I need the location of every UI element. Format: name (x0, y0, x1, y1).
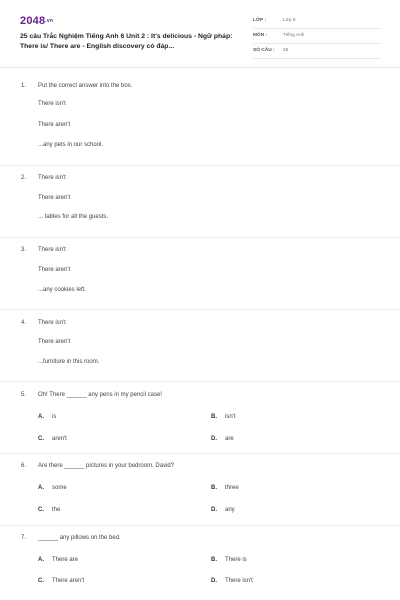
option-letter: A. (38, 557, 44, 563)
question-number: 4. (21, 320, 27, 326)
meta-count-key: SỐ CÂU : (253, 48, 275, 53)
option-text: There is (225, 557, 247, 563)
question-number: 3. (21, 247, 27, 253)
question-2 (0, 166, 400, 238)
meta-subject-key: MÔN : (253, 33, 268, 38)
option-letter: D. (211, 507, 217, 513)
option-text: isn't (225, 414, 236, 420)
option-b[interactable] (211, 557, 247, 563)
answer-choice[interactable]: There aren't (38, 339, 71, 345)
question-stem: Are there ______ pictures in your bedroom, David? (38, 463, 175, 469)
option-letter: A. (38, 485, 44, 491)
question-1 (0, 68, 400, 166)
question-3 (0, 238, 400, 310)
option-a[interactable] (38, 414, 56, 420)
answer-choice[interactable]: There aren't (38, 122, 71, 128)
question-sentence: ...any cookies left. (38, 287, 87, 293)
question-instruction: Put the correct answer into the box. (38, 83, 133, 89)
option-text: the (52, 507, 61, 513)
option-letter: C. (38, 578, 44, 584)
option-c[interactable] (38, 436, 67, 442)
option-a[interactable] (38, 557, 78, 563)
option-b[interactable] (211, 414, 235, 420)
answer-choice[interactable]: There isn't (38, 101, 66, 107)
question-number: 7. (21, 535, 27, 541)
meta-grade (253, 15, 381, 29)
logo-text: 2048 (20, 15, 46, 27)
answer-choice[interactable]: There aren't (38, 267, 71, 273)
option-b[interactable] (211, 485, 239, 491)
option-letter: A. (38, 414, 44, 420)
meta-count (253, 45, 381, 59)
option-text: There aren't (52, 578, 85, 584)
question-number: 5. (21, 392, 27, 398)
option-d[interactable] (211, 507, 235, 513)
question-5 (0, 382, 400, 454)
question-4 (0, 310, 400, 382)
question-number: 2. (21, 175, 27, 181)
answer-choice[interactable]: There isn't (38, 175, 66, 181)
option-letter: D. (211, 578, 217, 584)
option-letter: B. (211, 485, 217, 491)
page-header (0, 0, 400, 68)
answer-choice[interactable]: There isn't (38, 320, 66, 326)
option-text: any (225, 507, 235, 513)
question-sentence: ... tables for all the guests. (38, 214, 109, 220)
option-text: aren't (52, 436, 67, 442)
option-letter: B. (211, 557, 217, 563)
question-sentence: ...any pets in our school. (38, 142, 104, 148)
option-c[interactable] (38, 578, 84, 584)
question-stem: ______ any pillows on the bed. (38, 535, 121, 541)
option-text: is (52, 414, 57, 420)
option-c[interactable] (38, 507, 60, 513)
meta-subject-value: Tiếng Anh (283, 33, 305, 38)
answer-choice[interactable]: There isn't (38, 247, 66, 253)
question-6 (0, 454, 400, 526)
meta-grade-value: Lớp 6 (283, 18, 296, 23)
site-logo[interactable] (20, 15, 53, 27)
question-number: 1. (21, 83, 27, 89)
meta-grade-key: LỚP : (253, 18, 267, 23)
meta-subject (253, 30, 381, 44)
option-text: There isn't (225, 578, 253, 584)
option-text: some (52, 485, 67, 491)
option-letter: D. (211, 436, 217, 442)
answer-choice[interactable]: There aren't (38, 195, 71, 201)
document-title: 25 câu Trắc Nghiệm Tiếng Anh 6 Unit 2 : It's delicious - Ngữ pháp: There is/ There are - English discovery có đáp... (20, 33, 233, 50)
option-text: three (225, 485, 239, 491)
option-d[interactable] (211, 578, 253, 584)
question-stem: Oh! There ______ any pens in my pencil case! (38, 392, 162, 398)
question-sentence: ...furniture in this room. (38, 359, 100, 365)
option-a[interactable] (38, 485, 67, 491)
option-d[interactable] (211, 436, 234, 442)
question-number: 6. (21, 463, 27, 469)
option-text: There are (52, 557, 79, 563)
question-7 (0, 526, 400, 600)
option-letter: C. (38, 507, 44, 513)
logo-tld: .vn (45, 18, 54, 25)
option-letter: C. (38, 436, 44, 442)
option-letter: B. (211, 414, 217, 420)
meta-count-value: 25 (283, 48, 289, 53)
option-text: are (225, 436, 234, 442)
